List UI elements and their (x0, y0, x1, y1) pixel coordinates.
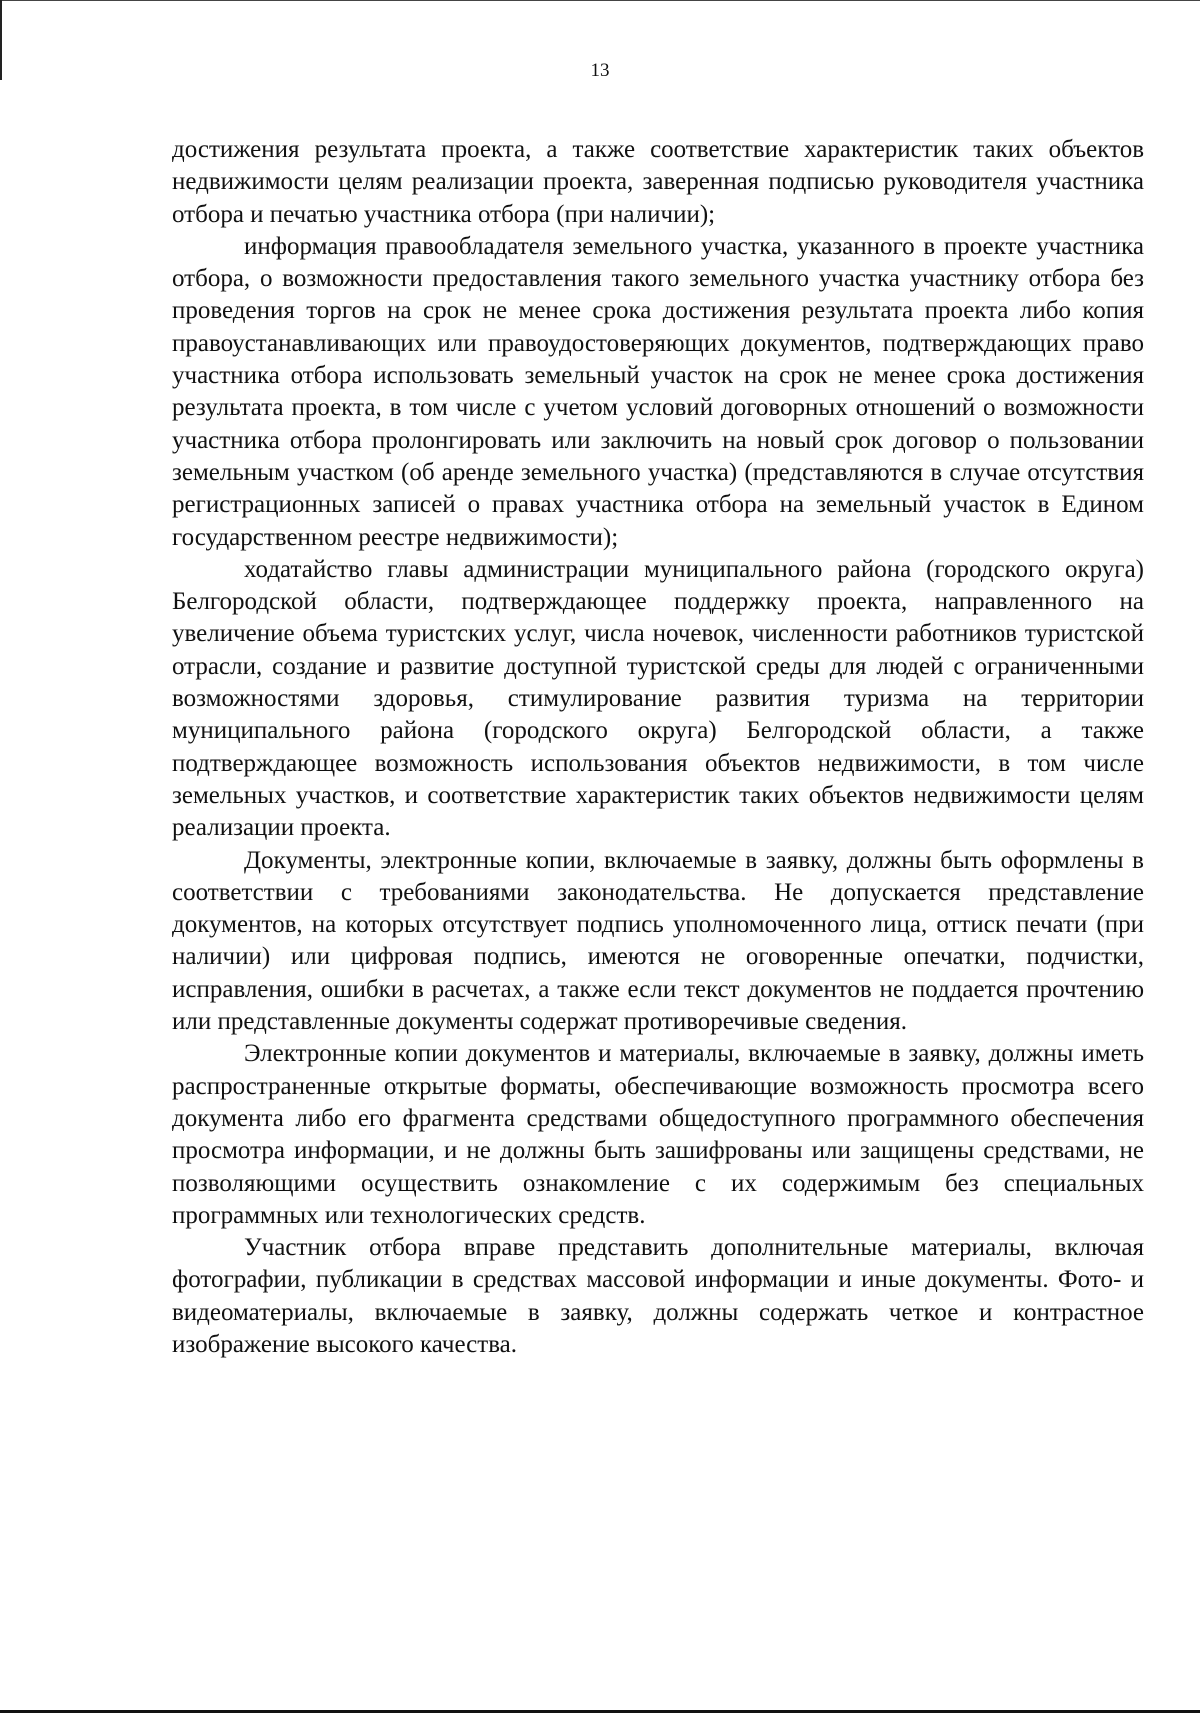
paragraph: Документы, электронные копии, включаемые в заявку, должны быть оформлены в соответствии с требованиями законодательства. Не допускается представление документов, на которых отсутствует подпись уполномоченного лица, оттиск печати (при наличии) или цифровая подпись, имеются не оговоренные опечатки, подчистки, исправления, ошибки в расчетах, а также если текст документов не поддается прочтению или представленные документы содержат противоречивые сведения. (172, 846, 1144, 1036)
paragraph: информация правообладателя земельного участка, указанного в проекте участника отбора, о возможности предоставления такого земельного участка участнику отбора без проведения торгов на срок не менее срока достижения результата проекта либо копия правоустанавливающих или правоудостоверяющих документов, подтверждающих право участника отбора использовать земельный участок на срок не менее срока достижения результата проекта, в том числе с учетом условий договорных отношений о возможности участника отбора пролонгировать или заключить на новый срок договор о пользовании земельным участком (об аренде земельного участка) (представляются в случае отсутствия регистрационных записей о правах участника отбора на земельный участок в Едином государственном реестре недвижимости); (172, 232, 1144, 551)
paragraph: ходатайство главы администрации муниципального района (городского округа) Белгородской области, подтверждающее поддержку проекта, направленного на увеличение объема туристских услуг, числа ночевок, численности работников туристской отрасли, создание и развитие доступной туристской среды для людей с ограниченными возможностями здоровья, стимулирование развития туризма на территории муниципального района (городского округа) Белгородской области, а также подтверждающее возможность использования объектов недвижимости, в том числе земельных участков, и соответствие характеристик таких объектов недвижимости целям реализации проекта. (172, 555, 1144, 842)
paragraph: достижения результата проекта, а также соответствие характеристик таких объектов недвижимости целям реализации проекта, заверенная подписью руководителя участника отбора и печатью участника отбора (при наличии); (172, 136, 1144, 228)
paragraph: Электронные копии документов и материалы, включаемые в заявку, должны иметь распространенные открытые форматы, обеспечивающие возможность просмотра всего документа либо его фрагмента средствами общедоступного программного обеспечения просмотра информации, и не должны быть зашифрованы или защищены средствами, не позволяющими осуществить ознакомление с их содержимым без специальных программных или технологических средств. (172, 1040, 1144, 1229)
document-body (172, 134, 1144, 1361)
scan-edge-top (0, 0, 1200, 1)
paragraph: Участник отбора вправе представить дополнительные материалы, включая фотографии, публикации в средствах массовой информации и иные документы. Фото- и видеоматериалы, включаемые в заявку, должны содержать четкое и контрастное изображение высокого качества. (172, 1234, 1144, 1358)
page-number: 13 (590, 60, 610, 81)
